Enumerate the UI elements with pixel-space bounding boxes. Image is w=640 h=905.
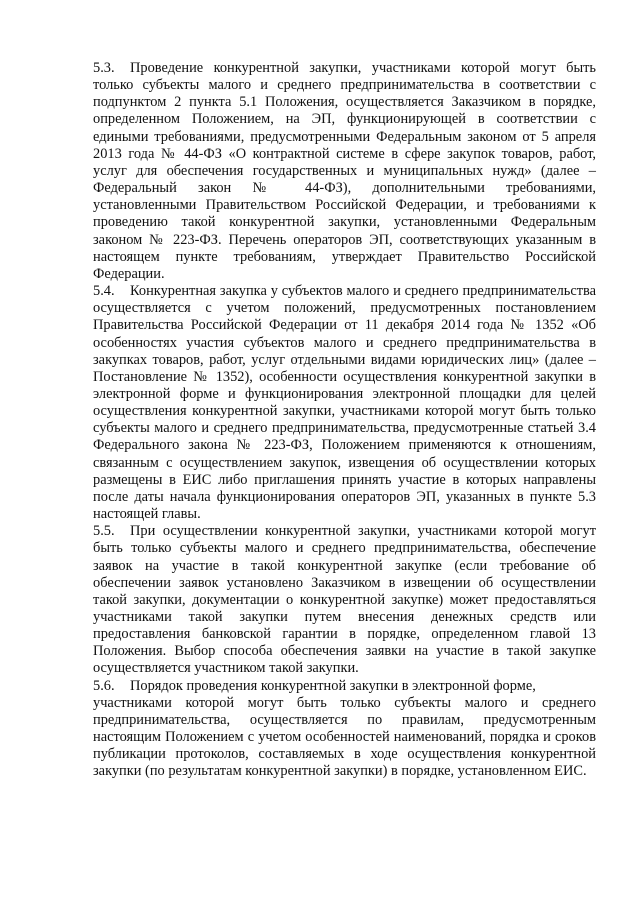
clause-text: участниками которой могут быть только субъекты малого и среднего предпринимательства, осуществляется по правилам, предусмотренным настоящим Положением с учетом особенностей наименований, порядка и сроков публикации протоколов, составляемых в ходе осуществления конкурентной закупки (по результатам конкурентной закупки) в порядке, установленном ЕИС. <box>93 694 596 780</box>
clause-5-4 <box>93 283 596 523</box>
document-page <box>93 60 596 781</box>
clause-text: Проведение конкурентной закупки, участниками которой могут быть только субъекты малого и среднего предпринимательства в соответствии с подпунктом 2 пункта 5.1 Положения, осуществляется Заказчиком в порядке, определенном Положением, на ЭП, функционирующей в соответствии с едиными требованиями, предусмотренными Федеральным законом от 5 апреля 2013 года № 44-ФЗ «О контрактной системе в сфере закупок товаров, работ, услуг для обеспечения государственных и муниципальных нужд» (далее – Федеральный закон № 44-ФЗ), дополнительными требованиями, установленными Правительством Российской Федерации, и требованиями к проведению такой конкурентной закупки, установленными Федеральным законом № 223-ФЗ. Перечень операторов ЭП, соответствующих указанным в настоящем пункте требованиям, утверждает Правительство Российской Федерации. <box>93 60 596 282</box>
clause-text: При осуществлении конкурентной закупки, участниками которой могут быть только субъекты малого и среднего предпринимательства, обеспечение заявок на участие в такой конкурентной закупке (если требование об обеспечении заявок установлено Заказчиком в извещении об осуществлении такой закупки, документации о конкурентной закупке) может предоставляться участниками такой закупки путем внесения денежных средств или предоставления банковской гарантии в порядке, определенном главой 13 Положения. Выбор способа обеспечения заявки на участие в такой закупке осуществляется участником такой закупки. <box>93 523 596 677</box>
clause-number: 5.6. <box>93 677 115 694</box>
clause-number: 5.5. <box>93 523 115 540</box>
clause-text: Конкурентная закупка у субъектов малого и среднего предпринимательства осуществляется с учетом положений, предусмотренных постановлением Правительства Российской Федерации от 11 декабря 2014 года № 1352 «Об особенностях участия субъектов малого и среднего предпринимательства в закупках товаров, работ, услуг отдельными видами юридических лиц» (далее – Постановление № 1352), особенности осуществления конкурентной закупки в электронной форме и функционирования электронной площадки для целей осуществления конкурентной закупки, участниками которой могут быть только субъекты малого и среднего предпринимательства, предусмотренные статьей 3.4 Федерального закона № 223-ФЗ, Положением применяются к отношениям, связанным с осуществлением закупок, извещения об осуществлении которых размещены в ЕИС либо приглашения принять участие в которых направлены после даты начала функционирования операторов ЭП, указанных в пункте 5.3 настоящей главы. <box>93 283 596 523</box>
clause-first-line <box>93 678 596 695</box>
clause-number: 5.3. <box>93 60 115 76</box>
clause-5-3 <box>93 60 596 283</box>
clause-first-line-text: Порядок проведения конкурентной закупки в электронной форме, <box>130 677 536 694</box>
clause-5-5 <box>93 523 596 677</box>
clause-number: 5.4. <box>93 283 115 300</box>
clause-5-6 <box>93 678 596 781</box>
